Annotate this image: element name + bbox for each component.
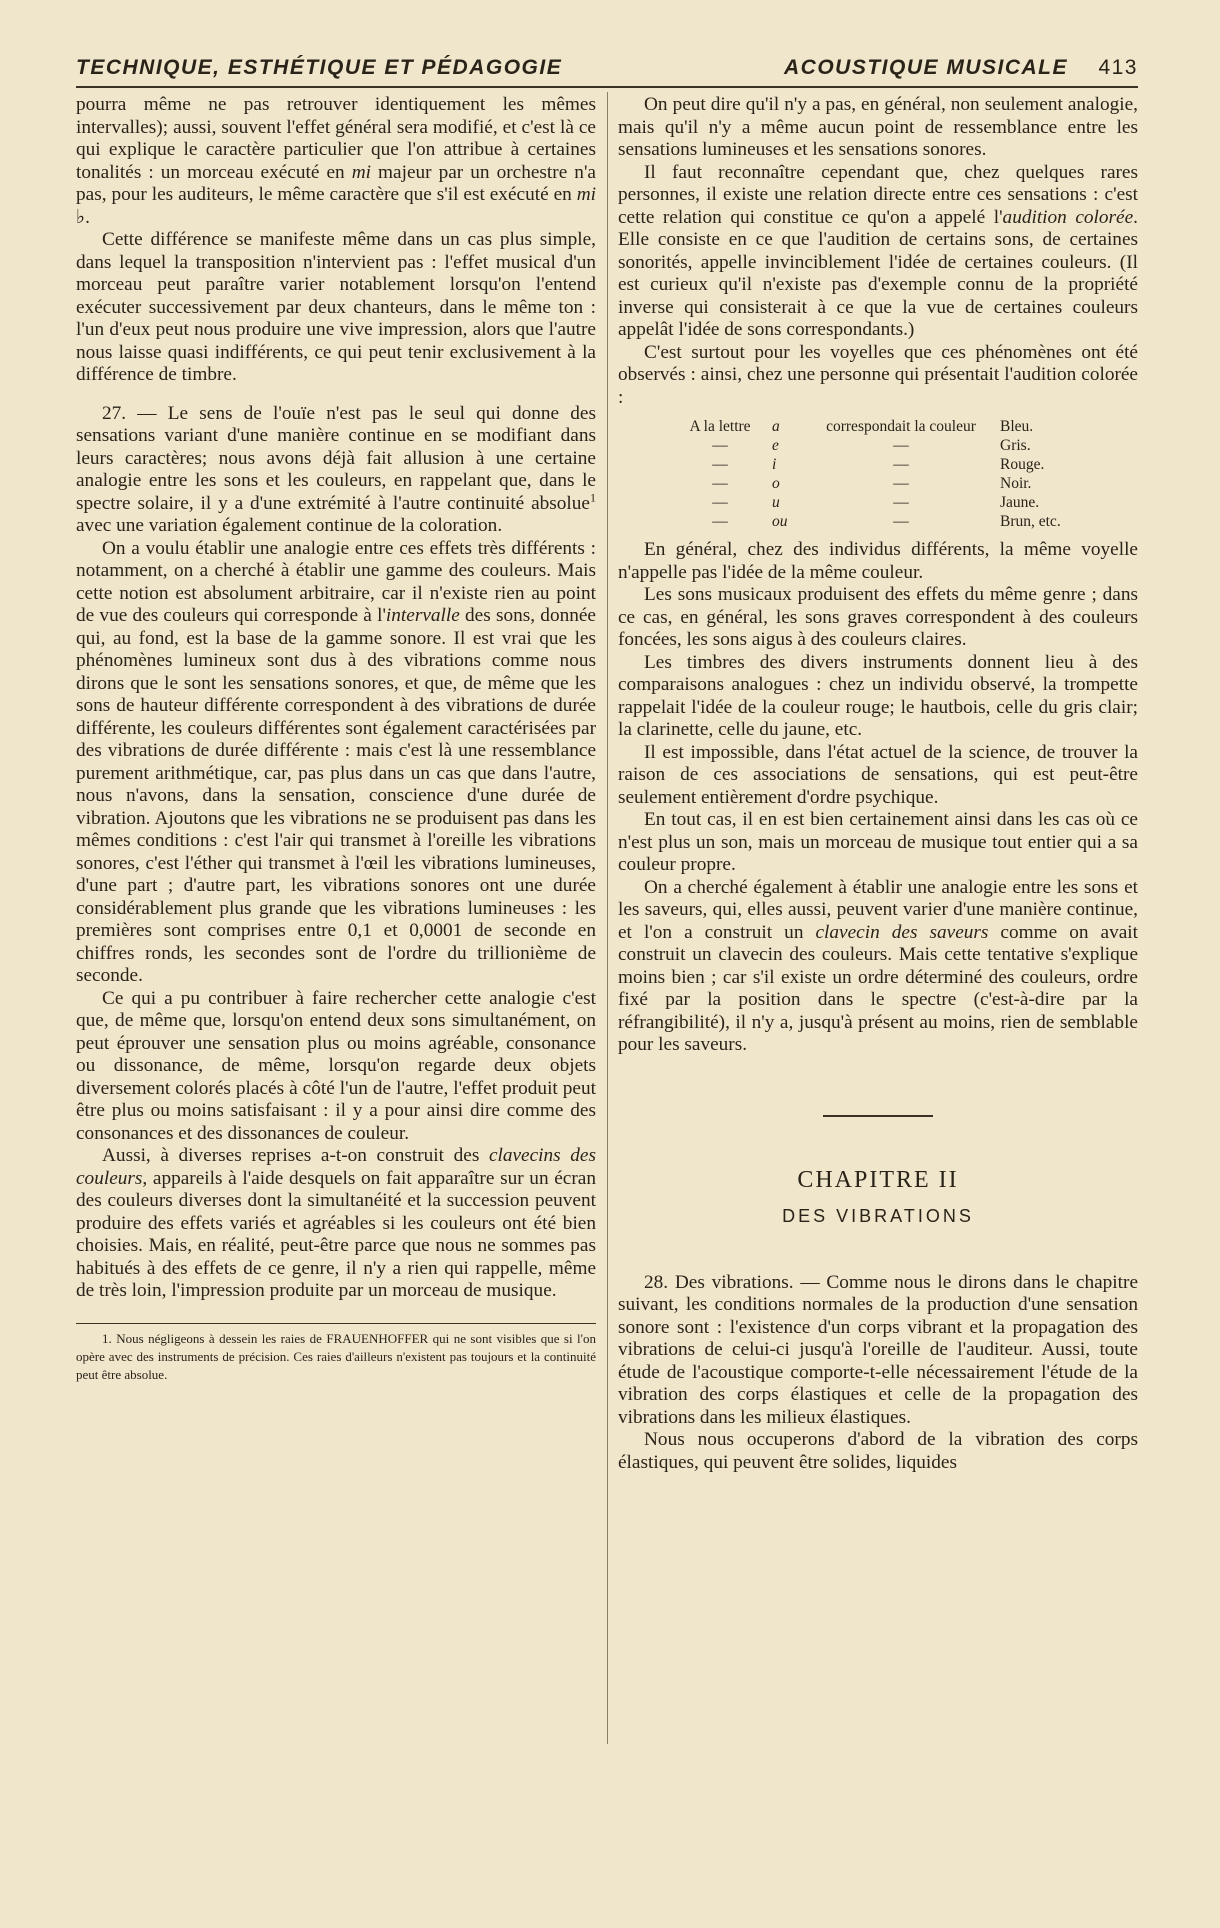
letter-color-row: — ou — Brun, etc. (712, 513, 1061, 530)
left-column (76, 94, 596, 1384)
paragraph: Il faut reconnaître cependant que, chez quelques rares personnes, il existe une relation directe entre ces sensations : c'est cette relation qui constitue ce qu'on a appelé l'audition colorée. Elle consiste en ce que l'audition de certains sons, de certaines sonorités, appelle invinciblement l'idée de certaines couleurs. (Il est curieux qu'il n'existe pas d'exemple connu de la propriété inverse qui consisterait à ce que la vue de certaines couleurs appelât l'idée de sons correspondants.) (618, 161, 1138, 340)
letter-color-row: — o — Noir. (712, 475, 1032, 492)
paragraph: Les sons musicaux produisent des effets du même genre ; dans ce cas, en général, les sons graves correspondent à des couleurs foncées, les sons aigus à des couleurs claires. (618, 584, 1138, 650)
chapter-subtitle: DES VIBRATIONS (782, 1206, 974, 1226)
paragraph: Nous nous occuperons d'abord de la vibration des corps élastiques, qui peuvent être solides, liquides (618, 1429, 1138, 1473)
section-divider (823, 1115, 933, 1117)
footnote: 1. Nous négligeons à dessein les raies de FRAUENHOFFER qui ne sont visibles que si l'on opère avec des instruments de précision. Ces raies d'ailleurs n'existent pas toujours et la continuité peut être absolue. (76, 1330, 596, 1382)
letter-color-row: — e — Gris. (712, 437, 1031, 454)
paragraph: Cette différence se manifeste même dans un cas plus simple, dans lequel la transposition n'intervient pas : l'effet musical d'un morceau peut paraître varier notablement lorsqu'on l'entend exécuter successivement par deux chanteurs, dans le même ton : l'un d'eux peut nous produire une vive impression, alors que l'autre nous laisse quasi indifférents, ce qui peut tenir exclusivement à la différence de timbre. (76, 229, 596, 385)
running-header (76, 52, 1138, 88)
paragraph: On a voulu établir une analogie entre ces effets très différents : notamment, on a cherché à établir une gamme des couleurs. Mais cette notion est absolument arbitraire, car il n'existe rien au point de vue des couleurs qui corresponde à l'intervalle des sons, donnée qui, au fond, est la base de la gamme sonore. Il est vrai que les phénomènes lumineux sont dus à des vibrations comme nous dirons que le sont les sensations sonores, et que, de même que les sons de hauteur différente correspondent à des vibrations de durée différente, les couleurs différentes sont également caractérisées par des vibrations de durée différente : mais c'est là une ressemblance purement arithmétique, car, pas plus dans un cas que dans l'autre, nous n'avons, dans la sensation, conscience d'une durée de vibration. Ajoutons que les vibrations ne se produisent pas dans les mêmes conditions : c'est l'air qui transmet à l'oreille les vibrations sonores, c'est l'éther qui transmet à l'œil les vibrations lumineuses, d'une part ; d'autre part, les vibrations sonores ont une durée considérablement plus grande que les vibrations lumineuses : les premières sont comprises entre 0,1 et 0,0001 de seconde en chiffres ronds, les secondes sont de l'ordre du trillionième de seconde. (76, 537, 596, 986)
paragraph: Les timbres des divers instruments donnent lieu à des comparaisons analogues : chez un individu observé, la trompette rappelait l'idée de la couleur rouge; le hautbois, celle du gris clair; la clarinette, celle du jaune, etc. (618, 651, 1138, 740)
header-left-title: TECHNIQUE, ESTHÉTIQUE ET PÉDAGOGIE (76, 56, 563, 79)
paragraph: On a cherché également à établir une analogie entre les sons et les saveurs, qui, elles aussi, peuvent varier d'une manière continue, et l'on a construit un clavecin des saveurs comme on avait construit un clavecin des couleurs. Mais cette tentative s'explique moins bien ; car s'il existe un ordre déterminé des couleurs, ordre fixé par la position dans le spectre (c'est-à-dire par la réfrangibilité), il n'y a, jusqu'à présent au moins, rien de semblable pour les saveurs. (618, 876, 1138, 1055)
paragraph: C'est surtout pour les voyelles que ces phénomènes ont été observés : ainsi, chez une personne qui présentait l'audition colorée : (618, 341, 1138, 408)
paragraph-section-28: 28. Des vibrations. — Comme nous le dirons dans le chapitre suivant, les conditions normales de la production d'une sensation sonore sont : l'existence d'un corps vibrant et la propagation des vibrations de celui-ci jusqu'à l'oreille de l'auditeur. Aussi, toute étude de l'acoustique comporte-t-elle nécessairement l'étude de la vibration des corps élastiques et celle de la propagation des vibrations dans les milieux élastiques. (618, 1271, 1138, 1428)
column-divider (607, 92, 608, 1744)
letter-color-row: A la lettre a correspondait la couleur Bleu. (689, 418, 1034, 435)
chapter-title: CHAPITRE II (797, 1166, 959, 1193)
page-number: 413 (1098, 56, 1138, 79)
right-column (618, 94, 1138, 1474)
letter-color-row: — u — Jaune. (712, 494, 1040, 511)
paragraph: En général, chez des individus différents, la même voyelle n'appelle pas l'idée de la même couleur. (618, 539, 1138, 583)
letter-color-table (668, 417, 1138, 531)
paragraph: pourra même ne pas retrouver identiquement les mêmes intervalles); aussi, souvent l'effet général sera modifié, et c'est là ce qui explique le caractère particulier que l'on attribue à certaines tonalités : un morceau exécuté en mi majeur par un orchestre n'a pas, pour les auditeurs, le même caractère que s'il est exécuté en mi ♭. (76, 94, 596, 228)
footnote-reference: 1 (590, 490, 596, 505)
paragraph: On peut dire qu'il n'y a pas, en général, non seulement analogie, mais qu'il n'y a même aucun point de ressemblance entre les sensations lumineuses et les sensations sonores. (618, 94, 1138, 160)
paragraph: Il est impossible, dans l'état actuel de la science, de trouver la raison de ces associations de sensations, qui est peut-être seulement entièrement d'ordre psychique. (618, 741, 1138, 808)
letter-color-row: — i — Rouge. (712, 456, 1045, 473)
paragraph: Aussi, à diverses reprises a-t-on construit des clavecins des couleurs, appareils à l'aide desquels on fait apparaître sur un écran des couleurs diverses dont la simultanéité et la succession peuvent produire des effets variés et agréables si les couleurs ont été bien choisies. Mais, en réalité, peut-être parce que nous ne sommes pas habitués à des effets de ce genre, il n'y a rien qui rappelle, même de très loin, l'impression produite par un morceau de musique. (76, 1145, 596, 1301)
paragraph-section-27: 27. — Le sens de l'ouïe n'est pas le seul qui donne des sensations variant d'une manière continue en se modifiant dans leurs caractères; nous avons déjà fait allusion à une certaine analogie entre les sons et les couleurs, en rappelant que, dans le spectre solaire, il y a d'une extrémité à l'autre continuité absolue$^1$ avec une variation également continue de la coloration. (76, 402, 596, 536)
footnote-rule (76, 1323, 596, 1324)
header-right-title: ACOUSTIQUE MUSICALE (783, 56, 1068, 79)
paragraph: Ce qui a pu contribuer à faire rechercher cette analogie c'est que, de même que, lorsqu'on entend deux sons simultanément, on peut éprouver une sensation plus ou moins agréable, consonance ou dissonance, de même, lorsqu'on regarde deux objets diversement colorés placés à côté l'un de l'autre, l'effet produit peut être plus ou moins satisfaisant : il y a pour ainsi dire comme des consonances et des dissonances de couleur. (76, 987, 596, 1144)
paragraph: En tout cas, il en est bien certainement ainsi dans les cas où ce n'est plus un son, mais un morceau de musique tout entier qui a sa couleur propre. (618, 809, 1138, 875)
